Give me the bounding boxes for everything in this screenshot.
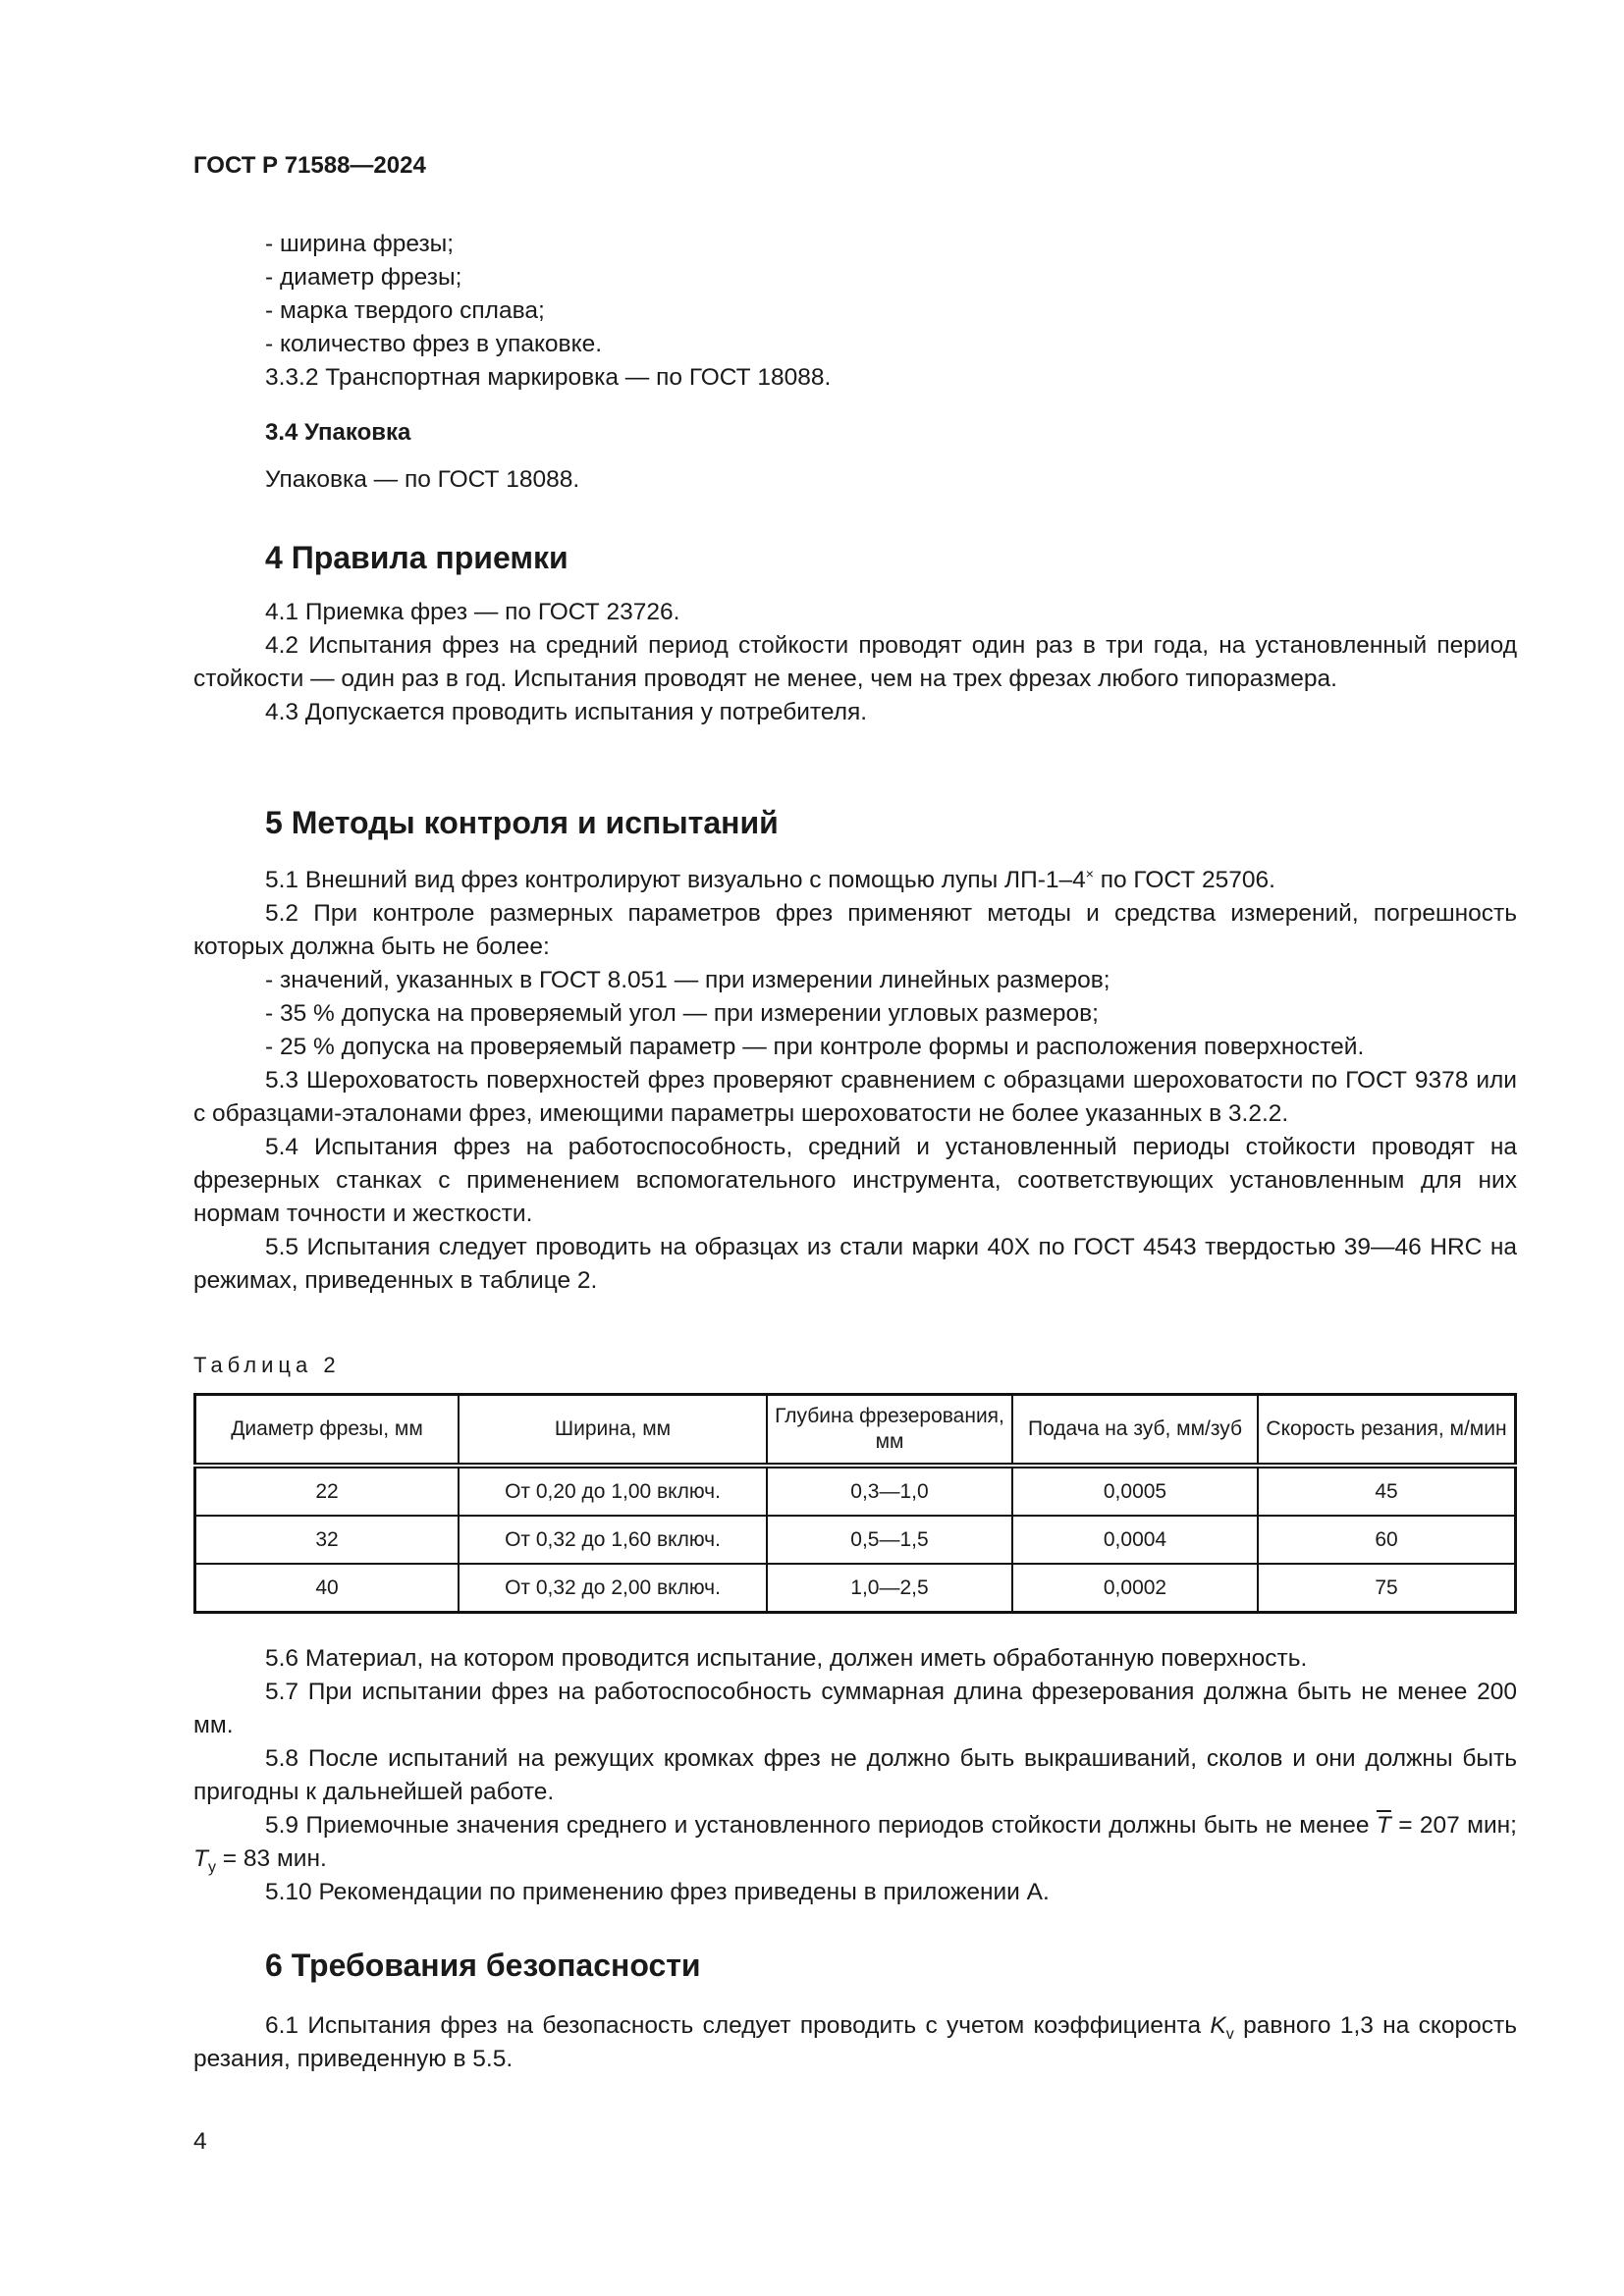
- table-row: [195, 1516, 1516, 1564]
- table-cell: 75: [1258, 1564, 1516, 1613]
- column-header: Скорость резания, м/мин: [1258, 1395, 1516, 1467]
- list-item: - 35 % допуска на проверяемый угол — при измерении угловых размеров;: [265, 1000, 1099, 1027]
- table-cell: От 0,32 до 1,60 включ.: [459, 1516, 767, 1564]
- heading-section-4: 4 Правила приемки: [265, 540, 568, 575]
- table-cell: От 0,20 до 1,00 включ.: [459, 1466, 767, 1516]
- paragraph-5-2: 5.2 При контроле размерных параметров фрез применяют методы и средства измерений, погрешность которых должна быть не более:: [193, 900, 1517, 960]
- table-row: [195, 1564, 1516, 1613]
- paragraph-3-4: Упаковка — по ГОСТ 18088.: [265, 466, 580, 493]
- paragraph-5-10: 5.10 Рекомендации по применению фрез приведены в приложении А.: [265, 1879, 1050, 1905]
- table-cell: 0,0004: [1012, 1516, 1258, 1564]
- heading-section-6: 6 Требования безопасности: [265, 1948, 701, 1983]
- column-header: Ширина, мм: [459, 1395, 767, 1467]
- table-cell: 22: [195, 1466, 460, 1516]
- table-cell: 32: [195, 1516, 460, 1564]
- list-item: - марка твердого сплава;: [265, 297, 545, 324]
- document-header: ГОСТ Р 71588—2024: [193, 152, 426, 179]
- list-item: - диаметр фрезы;: [265, 264, 462, 291]
- paragraph-5-8: 5.8 После испытаний на режущих кромках фрез не должно быть выкрашиваний, сколов и они должны быть пригодны к дальнейшей работе.: [193, 1745, 1517, 1805]
- paragraph-5-4: 5.4 Испытания фрез на работоспособность, средний и установленный периоды стойкости проводят на фрезерных станках с применением вспомогательного инструмента, соответствующих установленным для них нормам точности и жесткости.: [193, 1134, 1517, 1227]
- column-header: Диаметр фрезы, мм: [195, 1395, 460, 1467]
- table-cell: 40: [195, 1564, 460, 1613]
- table-header-row: [195, 1395, 1516, 1467]
- paragraph-4-1: 4.1 Приемка фрез — по ГОСТ 23726.: [265, 599, 680, 625]
- list-item: - 25 % допуска на проверяемый параметр — при контроле формы и расположения поверхностей.: [265, 1034, 1365, 1060]
- list-item: - ширина фрезы;: [265, 231, 455, 257]
- table-cell: От 0,32 до 2,00 включ.: [459, 1564, 767, 1613]
- text: = 207 мин;: [1390, 1812, 1517, 1839]
- column-header: Глубина фрезерования, мм: [767, 1395, 1012, 1467]
- set-life-symbol: T: [193, 1845, 208, 1872]
- mean-life-symbol: $\overline{T}$: [1376, 1812, 1391, 1839]
- table-cell: 0,0005: [1012, 1466, 1258, 1516]
- table-row: [195, 1466, 1516, 1516]
- paragraph-5-3: 5.3 Шероховатость поверхностей фрез проверяют сравнением с образцами шероховатости по ГОСТ 9378 или с образцами-эталонами фрез, имеющими параметры шероховатости не более указанных в 3.2.2.: [193, 1067, 1517, 1127]
- subscript: у: [207, 1858, 216, 1876]
- paragraph-6-1: [193, 2009, 1517, 2076]
- coefficient-symbol: K: [1210, 2012, 1226, 2039]
- heading-3-4: 3.4 Упаковка: [265, 419, 411, 446]
- paragraph-5-5: 5.5 Испытания следует проводить на образцах из стали марки 40Х по ГОСТ 4543 твердостью 39—46 HRC на режимах, приведенных в таблице 2.: [193, 1234, 1517, 1294]
- table-cell: 1,0—2,5: [767, 1564, 1012, 1613]
- heading-section-5: 5 Методы контроля и испытаний: [265, 805, 779, 840]
- paragraph-5-9: [193, 1809, 1517, 1876]
- page-number: 4: [193, 2128, 207, 2155]
- table-cell: 0,3—1,0: [767, 1466, 1012, 1516]
- text: 6.1 Испытания фрез на безопасность следует проводить с учетом коэффициента: [265, 2012, 1211, 2039]
- parameters-table: [193, 1393, 1517, 1614]
- table-cell: 45: [1258, 1466, 1516, 1516]
- text: 5.9 Приемочные значения среднего и установленного периодов стойкости должны быть не менее: [265, 1812, 1377, 1839]
- paragraph-4-2: 4.2 Испытания фрез на средний период стойкости проводят один раз в три года, на установленный период стойкости — один раз в год. Испытания проводят не менее, чем на трех фрезах любого типоразмера.: [193, 632, 1517, 692]
- paragraph-4-3: 4.3 Допускается проводить испытания у потребителя.: [265, 699, 868, 725]
- text: 5.1 Внешний вид фрез контролируют визуально с помощью лупы ЛП-1–4: [265, 867, 1086, 893]
- superscript: ×: [1085, 865, 1094, 881]
- list-item: - количество фрез в упаковке.: [265, 331, 602, 357]
- table-cell: 60: [1258, 1516, 1516, 1564]
- list-item: - значений, указанных в ГОСТ 8.051 — при измерении линейных размеров;: [265, 967, 1110, 993]
- paragraph-5-6: 5.6 Материал, на котором проводится испытание, должен иметь обработанную поверхность.: [265, 1645, 1308, 1672]
- text: равного 1,3 на скорость резания, приведенную в 5.5.: [193, 2012, 1517, 2072]
- paragraph-5-7: 5.7 При испытании фрез на работоспособность суммарная длина фрезерования должна быть не менее 200 мм.: [193, 1679, 1517, 1738]
- text: по ГОСТ 25706.: [1093, 867, 1275, 893]
- paragraph-3-3-2: 3.3.2 Транспортная маркировка — по ГОСТ 18088.: [265, 364, 832, 391]
- marking-section: [193, 228, 1517, 395]
- table-cell: 0,0002: [1012, 1564, 1258, 1613]
- table-caption: Таблица 2: [193, 1353, 341, 1377]
- table-cell: 0,5—1,5: [767, 1516, 1012, 1564]
- paragraph-5-1: [193, 864, 1517, 897]
- subscript: v: [1225, 2025, 1234, 2043]
- column-header: Подача на зуб, мм/зуб: [1012, 1395, 1258, 1467]
- text: = 83 мин.: [215, 1845, 327, 1872]
